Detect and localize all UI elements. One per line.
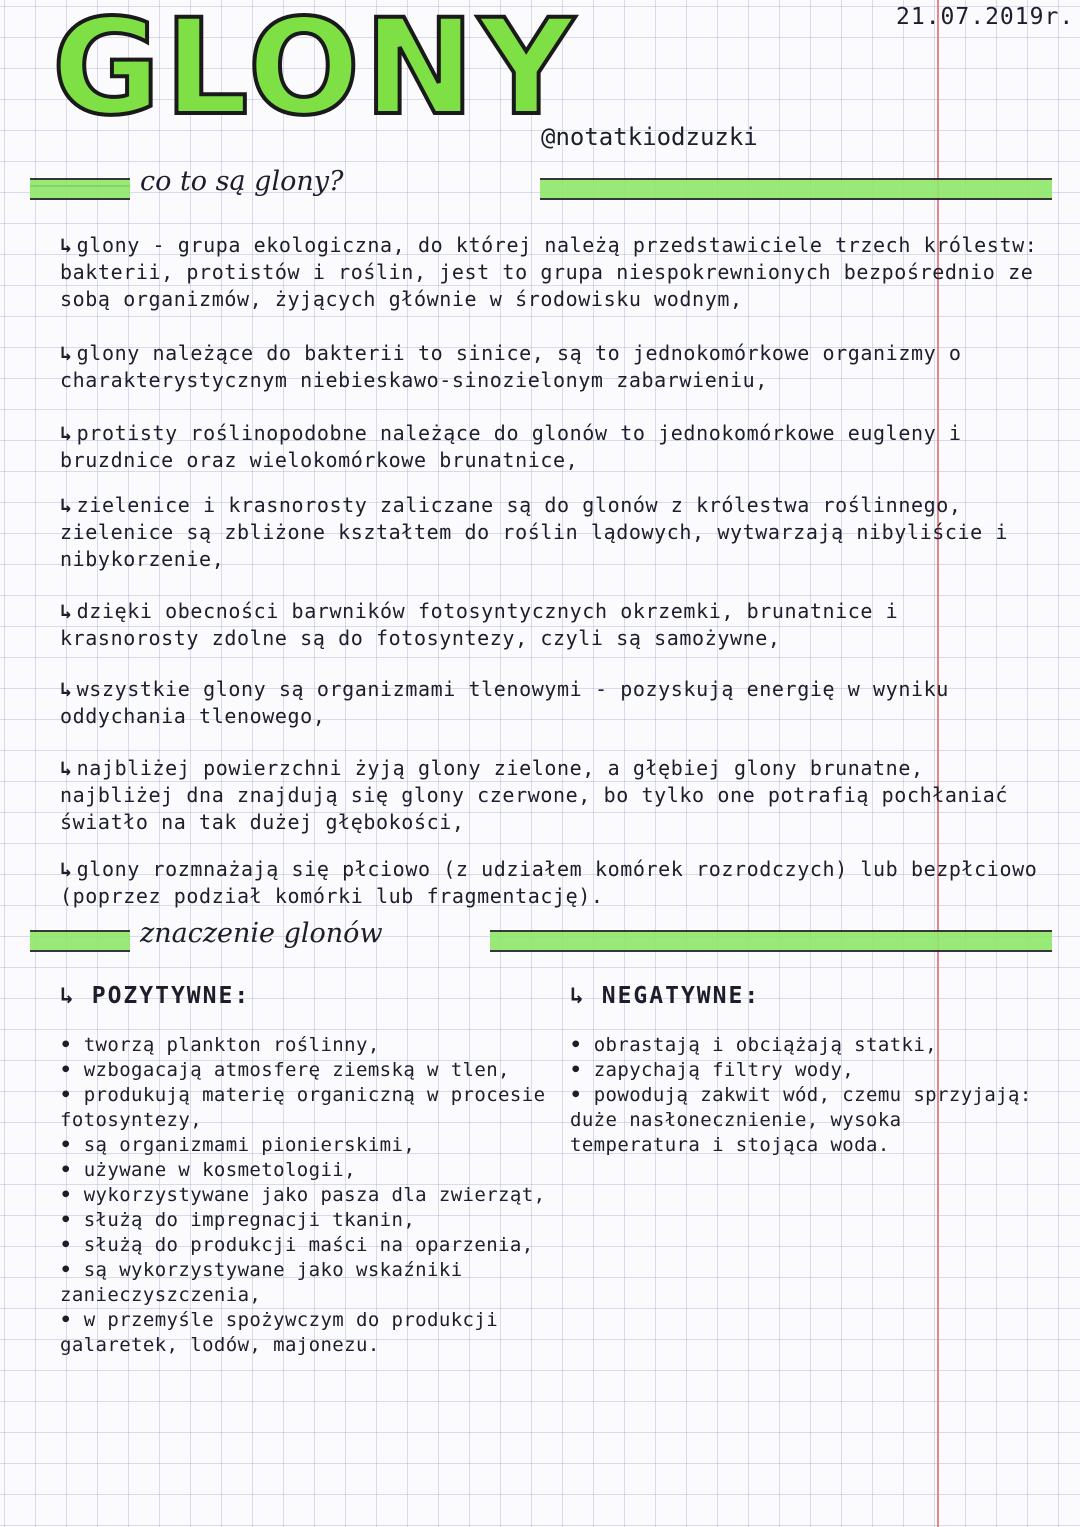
list-item: • wykorzystywane jako pasza dla zwierząt, [60,1183,550,1208]
date: 21.07.2019r. [896,4,1075,30]
page-title: GLONY [52,0,579,145]
arrow-icon: ↳ [60,421,73,445]
section-heading-what-are-algae: co to są glony? [140,166,344,197]
negative-list [570,1033,1040,1158]
list-item: • obrastają i obciążają statki, [570,1033,1040,1058]
arrow-icon: ↳ [570,983,586,1009]
arrow-icon: ↳ [60,857,73,881]
paragraph-2: ↳ glony należące do bakterii to sinice, są to jednokomórkowe organizmy o charakterystycznym niebieskawo-sinozielonym zabarwieniu, [60,341,962,392]
arrow-icon: ↳ [60,493,73,517]
heading-highlight-left [30,178,130,200]
paragraph-6: ↳ wszystkie glony są organizmami tlenowymi - pozyskują energię w wyniku oddychania tlenowego, [60,677,949,728]
list-item: • w przemyśle spożywczym do produkcji galaretek, lodów, majonezu. [60,1308,550,1358]
arrow-icon: ↳ [60,677,73,701]
paragraph-7: ↳ najbliżej powierzchni żyją glony zielone, a głębiej glony brunatne, najbliżej dna znajdują się glony czerwone, bo tylko one potrafią pochłaniać światło na tak dużej głębokości, [60,756,1009,834]
arrow-icon: ↳ [60,983,76,1009]
negative-label: ↳ NEGATYWNE: [570,983,761,1009]
list-item: • wzbogacają atmosferę ziemską w tlen, [60,1058,550,1083]
section-heading-significance: znaczenie glonów [140,918,383,949]
paragraph-4: ↳ zielenice i krasnorosty zaliczane są do glonów z królestwa roślinnego, zielenice są zbliżone kształtem do roślin lądowych, wytwarzają nibyliście i nibykorzenie, [60,493,1009,571]
author-handle: @notatkiodzuzki [541,123,758,151]
heading-highlight-left-2 [30,930,130,952]
list-item: • tworzą plankton roślinny, [60,1033,550,1058]
list-item: • służą do produkcji maści na oparzenia, [60,1233,550,1258]
paragraph-1: ↳ glony - grupa ekologiczna, do której należą przedstawiciele trzech królestw: bakterii, protistów i roślin, jest to grupa niespokrewnionych bezpośrednio ze sobą organizmów, żyjących głównie w środowisku wodnym, [60,233,1038,311]
paragraph-3: ↳ protisty roślinopodobne należące do glonów to jednokomórkowe eugleny i bruzdnice oraz wielokomórkowe brunatnice, [60,421,962,472]
list-item: • produkują materię organiczną w procesie fotosyntezy, [60,1083,550,1133]
list-item: • służą do impregnacji tkanin, [60,1208,550,1233]
list-item: • są wykorzystywane jako wskaźniki zanieczyszczenia, [60,1258,550,1308]
list-item: • są organizmami pionierskimi, [60,1133,550,1158]
arrow-icon: ↳ [60,599,73,623]
list-item: • powodują zakwit wód, czemu sprzyjają: duże nasłonecznienie, wysoka temperatura i stojąca woda. [570,1083,1040,1158]
positive-list [60,1033,550,1358]
list-item: • używane w kosmetologii, [60,1158,550,1183]
heading-highlight-right-2 [490,930,1052,952]
heading-highlight-right [540,178,1052,200]
arrow-icon: ↳ [60,233,73,257]
list-item: • zapychają filtry wody, [570,1058,1040,1083]
arrow-icon: ↳ [60,756,73,780]
arrow-icon: ↳ [60,341,73,365]
positive-label: ↳ POZYTYWNE: [60,983,251,1009]
paragraph-8: ↳ glony rozmnażają się płciowo (z udziałem komórek rozrodczych) lub bezpłciowo (poprzez podział komórki lub fragmentację). [60,857,1038,908]
paragraph-5: ↳ dzięki obecności barwników fotosyntycznych okrzemki, brunatnice i krasnorosty zdolne są do fotosyntezy, czyli są samożywne, [60,599,899,650]
